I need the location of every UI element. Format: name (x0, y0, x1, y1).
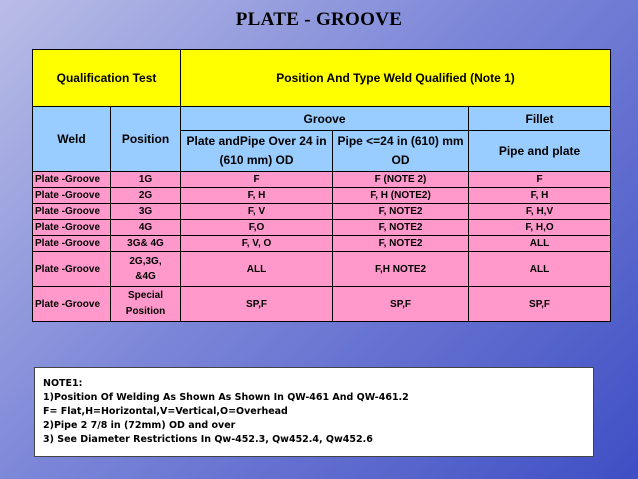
plate-pipe-cell: F,O (181, 220, 333, 236)
table-row (33, 287, 611, 322)
table-row (33, 188, 611, 204)
position-cell: Special Position (111, 287, 181, 322)
qualification-test-header: Qualification Test (33, 50, 181, 107)
position-cell: 3G (111, 204, 181, 220)
position-header: Position (111, 107, 181, 172)
fillet-header: Fillet (469, 107, 611, 131)
fillet-cell: F, H (469, 188, 611, 204)
pipe-and-plate-header: Pipe and plate (469, 131, 611, 172)
note-line: 2)Pipe 2 7/8 in (72mm) OD and over (43, 420, 236, 431)
pipe-cell: F, NOTE2 (333, 220, 469, 236)
table-row (33, 236, 611, 252)
weld-cell: Plate -Groove (33, 220, 111, 236)
slide-title: PLATE - GROOVE (235, 9, 403, 30)
table-row (33, 252, 611, 287)
note-line: 1)Position Of Welding As Shown As Shown In QW-461 And QW-461.2 (43, 392, 409, 403)
table-row (33, 172, 611, 188)
note-heading: NOTE1: (43, 378, 83, 389)
pipe-cell: F, NOTE2 (333, 204, 469, 220)
plate-pipe-cell: F, V, O (181, 236, 333, 252)
pipe-cell: F, NOTE2 (333, 236, 469, 252)
pipe-under-24-header: Pipe <=24 in (610) mm OD (333, 131, 469, 172)
fillet-cell: F (469, 172, 611, 188)
fillet-cell: ALL (469, 252, 611, 287)
weld-cell: Plate -Groove (33, 252, 111, 287)
weld-cell: Plate -Groove (33, 204, 111, 220)
table-row (33, 204, 611, 220)
fillet-cell: F, H,O (469, 220, 611, 236)
pipe-cell: F, H (NOTE2) (333, 188, 469, 204)
position-cell: 4G (111, 220, 181, 236)
position-cell: 3G& 4G (111, 236, 181, 252)
plate-pipe-cell: F, H (181, 188, 333, 204)
plate-pipe-cell: F, V (181, 204, 333, 220)
qualification-table (32, 49, 611, 322)
pipe-cell: SP,F (333, 287, 469, 322)
weld-header: Weld (33, 107, 111, 172)
position-cell: 2G,3G, &4G (111, 252, 181, 287)
notes-box (34, 367, 594, 457)
weld-cell: Plate -Groove (33, 236, 111, 252)
plate-pipe-cell: F (181, 172, 333, 188)
position-cell: 1G (111, 172, 181, 188)
fillet-cell: ALL (469, 236, 611, 252)
plate-pipe-cell: SP,F (181, 287, 333, 322)
note-line: 3) See Diameter Restrictions In Qw-452.3, Qw452.4, Qw452.6 (43, 434, 373, 445)
weld-cell: Plate -Groove (33, 172, 111, 188)
pipe-cell: F (NOTE 2) (333, 172, 469, 188)
weld-cell: Plate -Groove (33, 287, 111, 322)
table-row (33, 220, 611, 236)
plate-pipe-over-24-header: Plate andPipe Over 24 in (610 mm) OD (181, 131, 333, 172)
weld-cell: Plate -Groove (33, 188, 111, 204)
pipe-cell: F,H NOTE2 (333, 252, 469, 287)
plate-pipe-cell: ALL (181, 252, 333, 287)
note-line: F= Flat,H=Horizontal,V=Vertical,O=Overhead (43, 406, 288, 417)
fillet-cell: SP,F (469, 287, 611, 322)
groove-header: Groove (181, 107, 469, 131)
position-cell: 2G (111, 188, 181, 204)
position-qualified-header: Position And Type Weld Qualified (Note 1) (181, 50, 611, 107)
fillet-cell: F, H,V (469, 204, 611, 220)
